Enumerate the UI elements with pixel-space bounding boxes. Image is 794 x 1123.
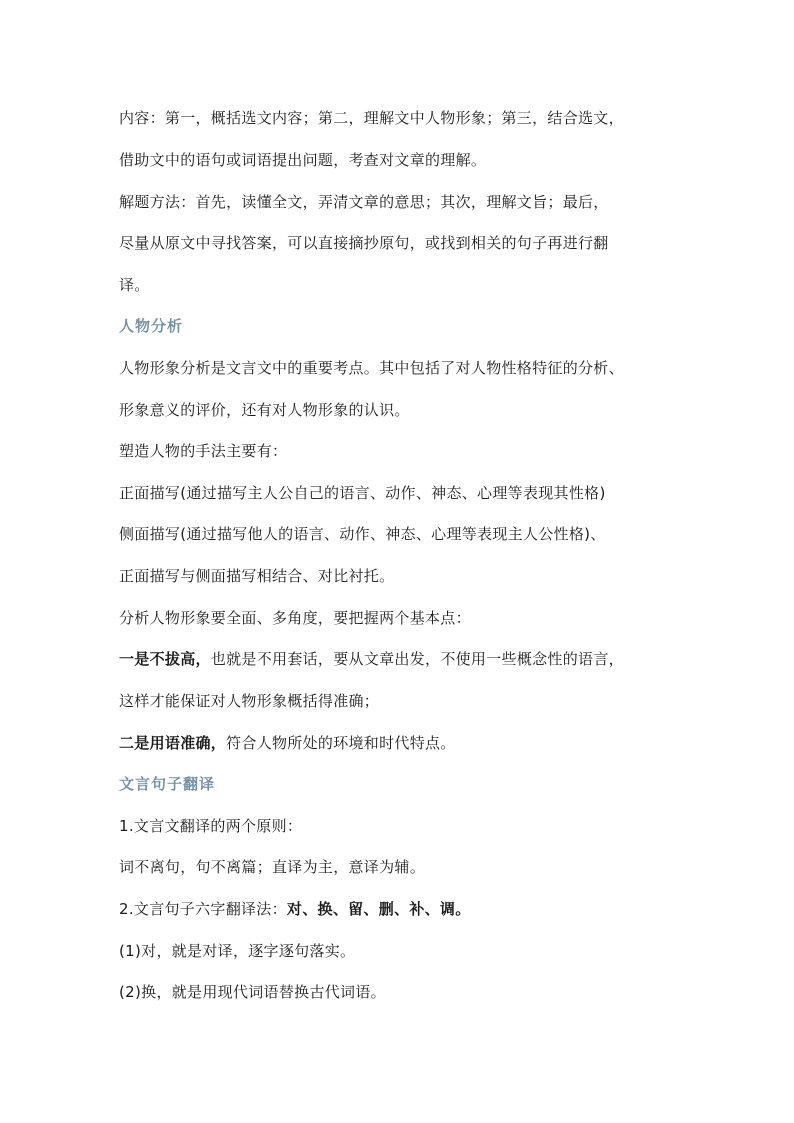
section-heading-character-analysis: 人物分析 <box>119 317 184 335</box>
paragraph-line <box>119 649 719 669</box>
bold-point-label: 一是不拔高， <box>119 650 211 668</box>
paragraph-line: 塑造人物的手法主要有： <box>119 442 288 460</box>
bold-point-label: 二是用语准确， <box>119 734 227 752</box>
paragraph-line: (1)对，就是对译，逐字逐句落实。 <box>119 942 356 960</box>
paragraph-line: 正面描写(通过描写主人公自己的语言、动作、神态、心理等表现其性格) <box>119 484 606 502</box>
paragraph-line <box>119 733 719 753</box>
paragraph-line: 正面描写与侧面描写相结合、对比衬托。 <box>119 567 395 585</box>
method-keywords: 对、换、留、删、补、调。 <box>286 900 471 918</box>
paragraph-line: 侧面描写(通过描写他人的语言、动作、神态、心理等表现主人公性格)、 <box>119 525 606 543</box>
section-heading-sentence-translation: 文言句子翻译 <box>119 775 216 793</box>
paragraph-line: 解题方法：首先，读懂全文，弄清文章的意思；其次，理解文旨；最后， <box>119 193 609 211</box>
paragraph-line: 尽量从原文中寻找答案，可以直接摘抄原句，或找到相关的句子再进行翻 <box>119 234 609 252</box>
point-text: 也就是不用套话，要从文章出发，不使用一些概念性的语言， <box>210 650 624 668</box>
paragraph-line <box>119 899 719 919</box>
paragraph-line: 形象意义的评价，还有对人物形象的认识。 <box>119 401 410 419</box>
paragraph-line: 译。 <box>119 276 150 294</box>
paragraph-line: 1.文言文翻译的两个原则： <box>119 817 303 835</box>
paragraph-line: 这样才能保证对人物形象概括得准确； <box>119 692 380 710</box>
paragraph-line: 词不离句，句不离篇；直译为主，意译为辅。 <box>119 858 426 876</box>
paragraph-line: 内容：第一，概括选文内容；第二，理解文中人物形象；第三，结合选文， <box>119 109 624 127</box>
paragraph-line: 借助文中的语句或词语提出问题，考查对文章的理解。 <box>119 151 487 169</box>
method-label: 2.文言句子六字翻译法： <box>119 900 287 918</box>
paragraph-line: 人物形象分析是文言文中的重要考点。其中包括了对人物性格特征的分析、 <box>119 359 624 377</box>
paragraph-line: (2)换，就是用现代词语替换古代词语。 <box>119 983 386 1001</box>
point-text: 符合人物所处的环境和时代特点。 <box>226 734 456 752</box>
paragraph-line: 分析人物形象要全面、多角度，要把握两个基本点： <box>119 609 471 627</box>
